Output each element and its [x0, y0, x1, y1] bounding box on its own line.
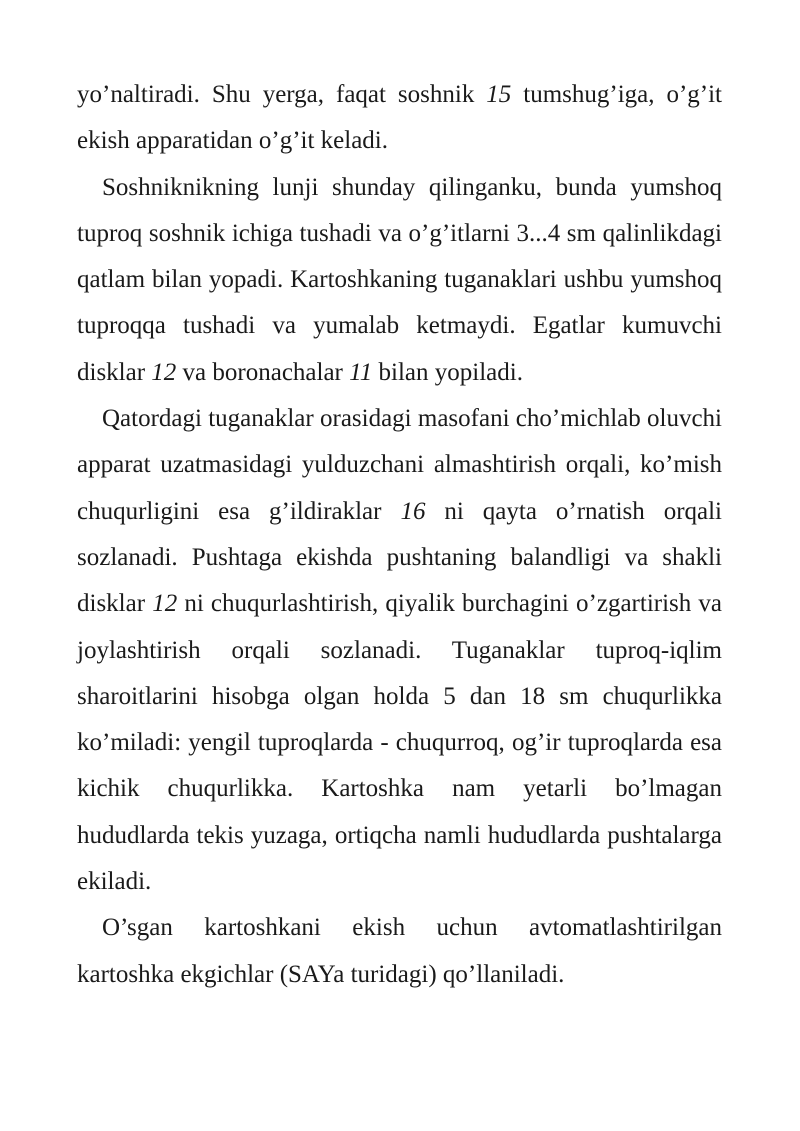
- text-segment: ni qayta o’rnatish orqali sozlanadi. Pushtaga ekishda pushtaning balandligi va shakli disklar: [77, 497, 723, 618]
- text-segment: O’sgan kartoshkani ekish uchun avtomatlashtirilgan kartoshka ekgichlar (SAYa turidagi) qo’llaniladi.: [77, 914, 722, 988]
- text-segment: tumshug’iga, o’g’it ekish apparatidan o’g’it keladi.: [77, 81, 723, 155]
- paragraph-3: [77, 396, 722, 905]
- reference-number: 12: [151, 358, 177, 386]
- text-segment: va boronachalar: [176, 358, 350, 386]
- document-page: [77, 72, 722, 998]
- paragraph-1: [77, 72, 722, 165]
- reference-number: 11: [349, 358, 373, 386]
- text-segment: bilan yopiladi.: [372, 358, 523, 386]
- text-segment: Soshniknikning lunji shunday qilinganku, bunda yumshoq tuproq soshnik ichiga tushadi va o’g’itlarni 3...4 sm qalinlikdagi qatlam bilan yopadi. Kartoshkaning tuganaklari ushbu yumshoq tuproqqa tushadi va yumalab ketmaydi. Egatlar kumuvchi disklar: [77, 173, 722, 386]
- paragraph-2: [77, 165, 722, 396]
- text-segment: yo’naltiradi. Shu yerga, faqat soshnik: [77, 81, 487, 108]
- text-segment: Qatordagi tuganaklar orasidagi masofani cho’michlab oluvchi apparat uzatmasidagi yulduzchani almashtirish orqali, ko’mish chuqurligini esa g’ildiraklar: [77, 405, 722, 525]
- reference-number: 16: [400, 497, 426, 525]
- reference-number: 15: [486, 81, 512, 108]
- text-segment: ni chuqurlashtirish, qiyalik burchagini o’zgartirish va joylashtirish orqali sozlanadi. Tuganaklar tuproq-iqlim sharoitlarini hisobga olgan holda 5 dan 18 sm chuqurlikka ko’miladi: yengil tuproqlarda - chuqurroq, og’ir tuproqlarda esa kichik chuqurlikka. Kartoshka nam yetarli bo’lmagan hududlarda tekis yuzaga, ortiqcha namli hududlarda pushtalarga ekiladi.: [77, 590, 722, 896]
- reference-number: 12: [152, 590, 178, 618]
- paragraph-4: [77, 905, 722, 998]
